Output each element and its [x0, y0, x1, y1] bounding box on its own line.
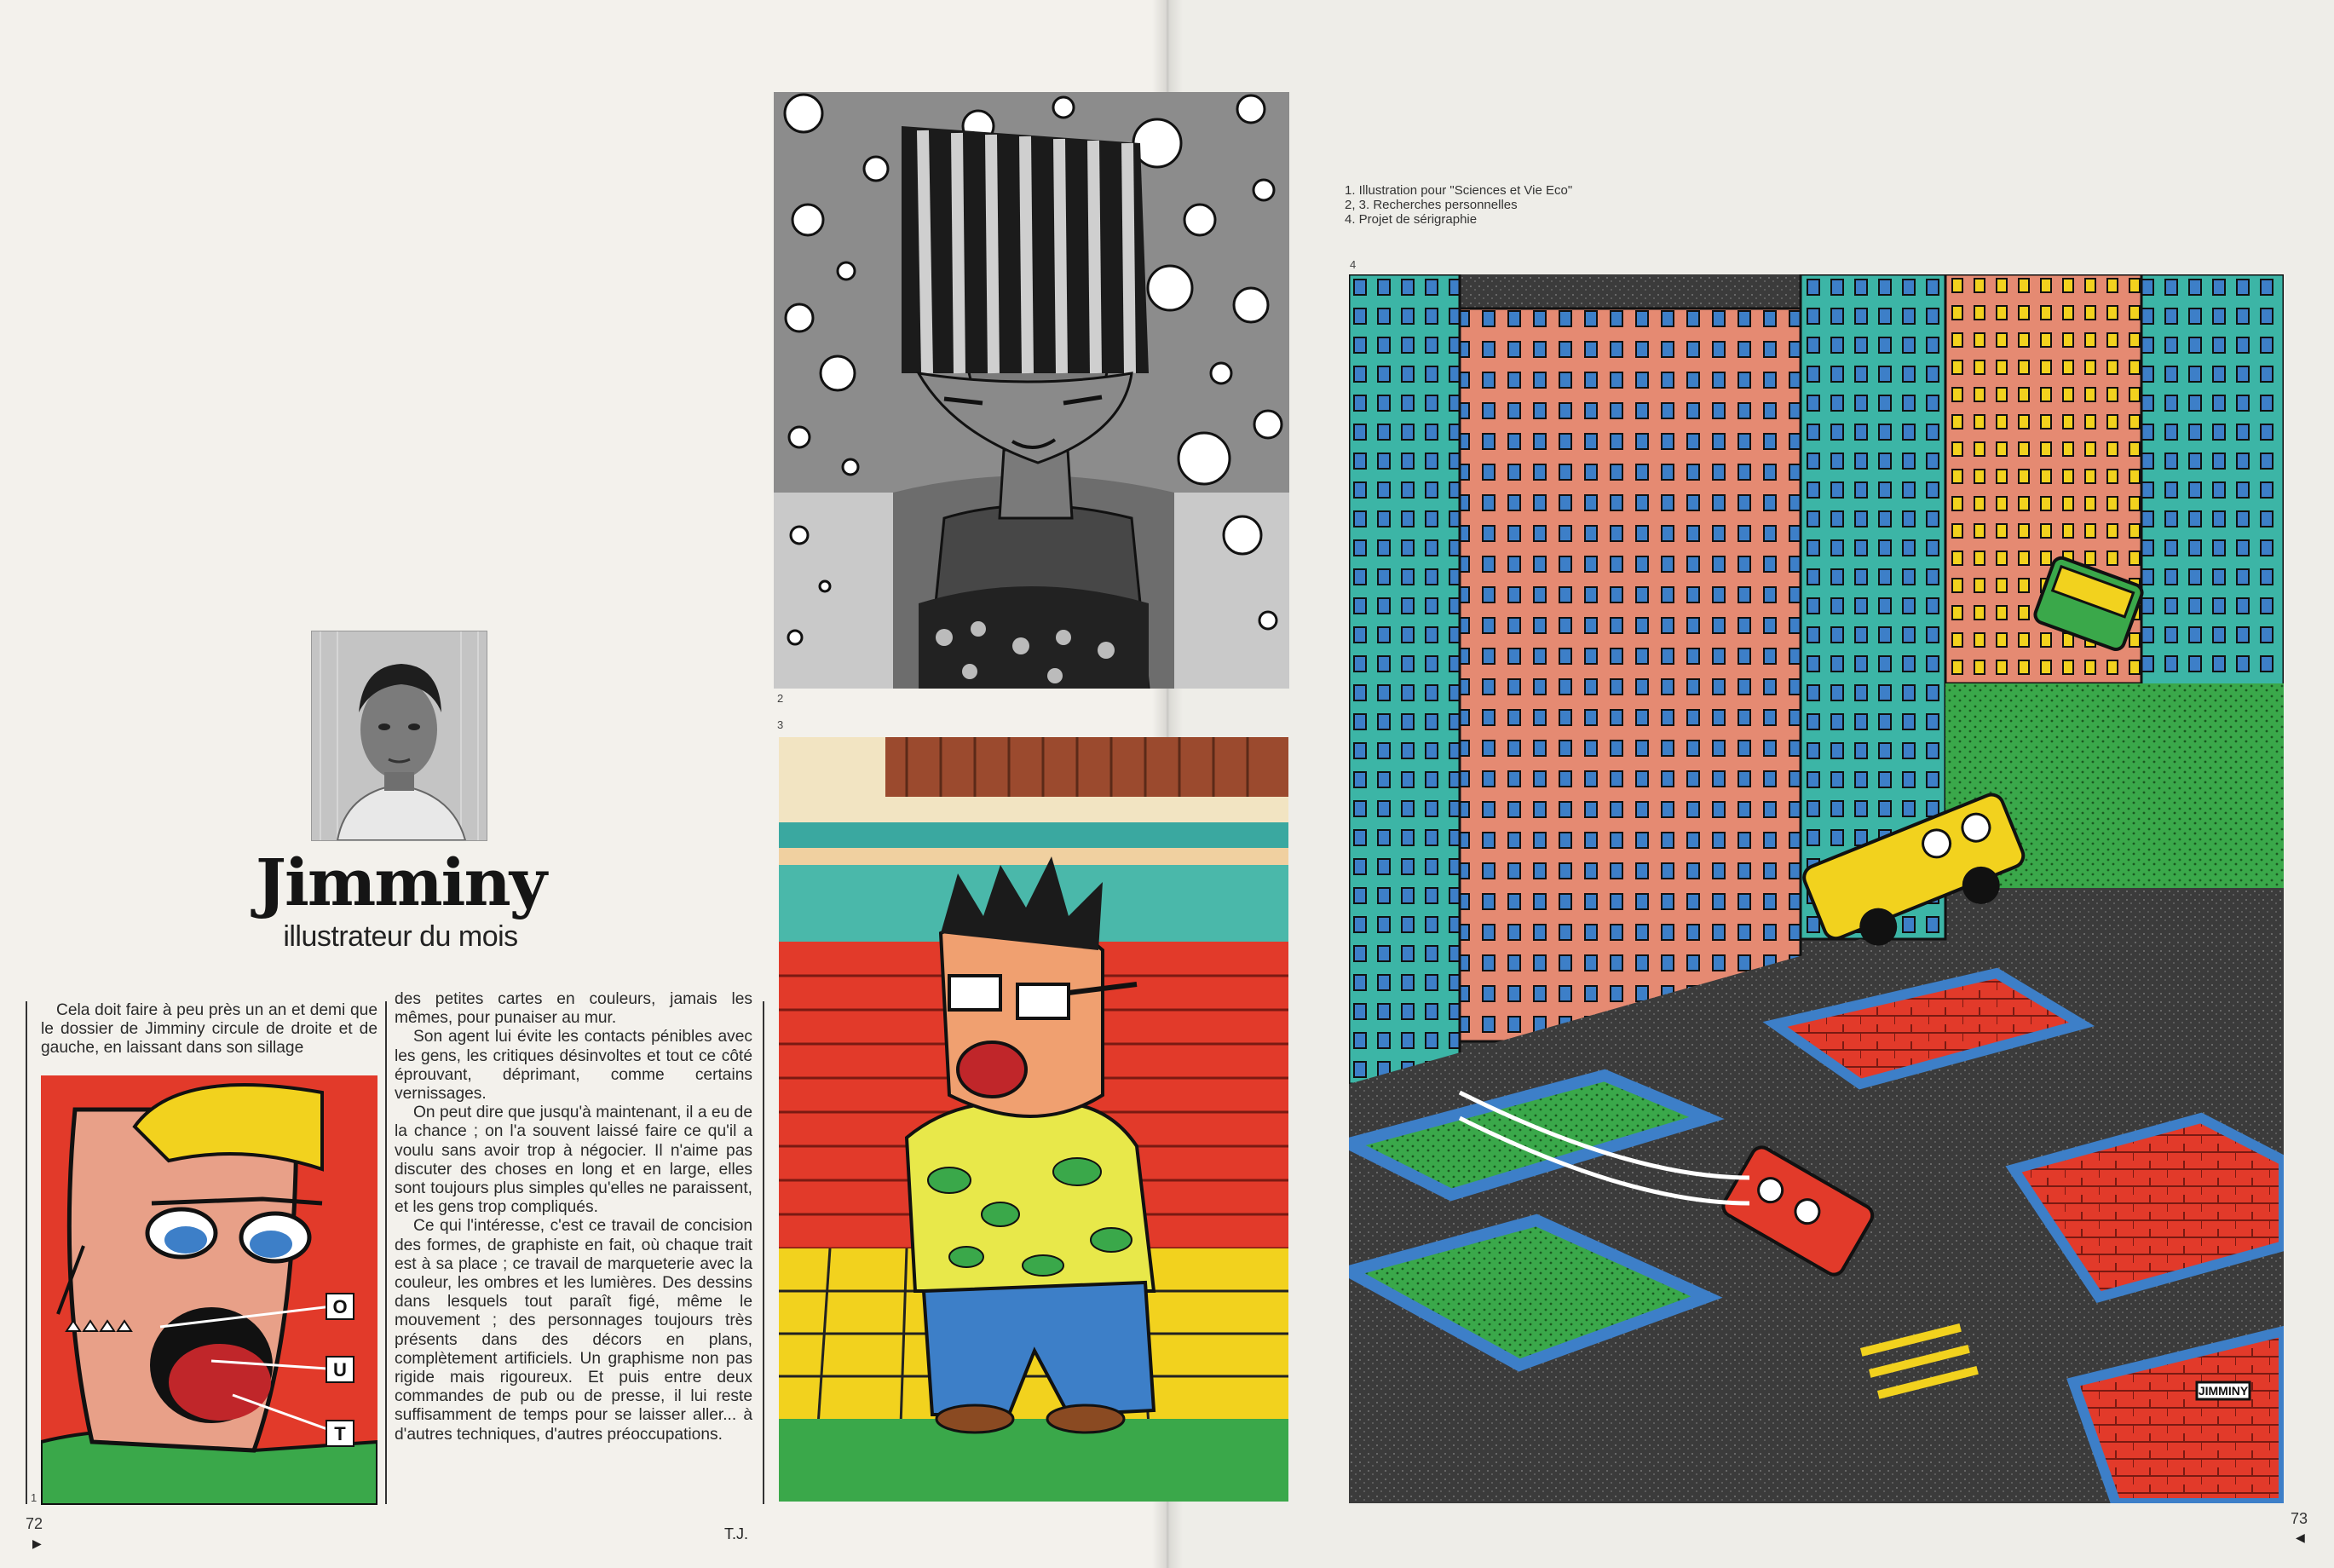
author-signature: T.J.: [724, 1525, 749, 1542]
figure-4-art: [1349, 274, 2284, 1503]
portrait-art: [312, 631, 487, 840]
caption-2: 2, 3. Recherches personnelles: [1345, 198, 1518, 212]
letter-t: T: [334, 1423, 346, 1444]
paragraph: Son agent lui évite les contacts pénibles avec les gens, les critiques désinvoltes et tout ce côté éprouvant, déprimant, comme certains vernissages.: [395, 1028, 752, 1104]
column-rule-right: [763, 1001, 764, 1504]
figure-1-art: [41, 1075, 377, 1505]
column-rule-middle: [385, 1001, 387, 1504]
author-portrait-photo: [311, 631, 487, 841]
figure-4-number: 4: [1350, 258, 1357, 271]
figure-2-art: [774, 92, 1289, 689]
article-column-2: [395, 990, 752, 1444]
arrow-left-icon: ◀: [2296, 1531, 2305, 1544]
caption-1: 1. Illustration pour "Sciences et Vie Eco": [1345, 183, 1573, 198]
page-number-right: 73: [2291, 1510, 2308, 1527]
figure-3-art: [779, 737, 1288, 1502]
article-title: Jimminy: [256, 845, 545, 920]
article-subtitle: illustrateur du mois: [283, 920, 518, 953]
caption-3: 4. Projet de sérigraphie: [1345, 212, 1478, 227]
figure-3-number: 3: [777, 718, 784, 731]
figure-3-man-illustration: [779, 737, 1288, 1502]
article-headline: [256, 845, 545, 954]
figure-captions: [1345, 183, 1572, 227]
paragraph: Ce qui l'intéresse, c'est ce travail de concision des formes, de graphiste en fait, où chaque trait est à sa place ; ce travail de marqueterie avec la couleur, les ombres et les lumières. Des dessins dans lesquels tout paraît figé, même le mouvement ; des personnages toujours très présents dans des décors en plans, complètement artificiels. Un graphisme non pas rigide mais rigoureux. Et puis entre deux commandes de pub ou de presse, il lui reste suffisamment de temps pour se laisser aller... à d'autres techniques, d'autres préoccupations.: [395, 1217, 752, 1444]
figure-1-out-face-illustration: [41, 1075, 377, 1505]
figure-4-city-illustration: [1349, 274, 2284, 1503]
letter-u: U: [333, 1359, 347, 1381]
paragraph: On peut dire que jusqu'à maintenant, il a eu de la chance ; on l'a souvent laissé faire ce qu'il a voulu sans avoir trop à négocier. Il n'aime pas discuter des choses en long et en large, elles sont toujours plus simples qu'elles ne paraissent, et les gens trop compliqués.: [395, 1104, 752, 1217]
jimminy-sign-text: JIMMINY: [2198, 1384, 2249, 1398]
paragraph: des petites cartes en couleurs, jamais les mêmes, pour punaiser au mur.: [395, 990, 752, 1028]
figure-2-number: 2: [777, 692, 784, 705]
figure-1-number: 1: [31, 1491, 37, 1504]
page-number-left: 72: [26, 1515, 43, 1532]
letter-o: O: [332, 1296, 348, 1317]
arrow-right-icon: ▶: [32, 1536, 42, 1550]
figure-2-woman-illustration: [774, 92, 1289, 689]
paragraph: Cela doit faire à peu près un an et demi que le dossier de Jimminy circule de droite et de gauche, en laissant dans son sillage: [41, 1001, 377, 1058]
column-rule-left: [26, 1001, 27, 1504]
article-column-1: [41, 1001, 377, 1058]
